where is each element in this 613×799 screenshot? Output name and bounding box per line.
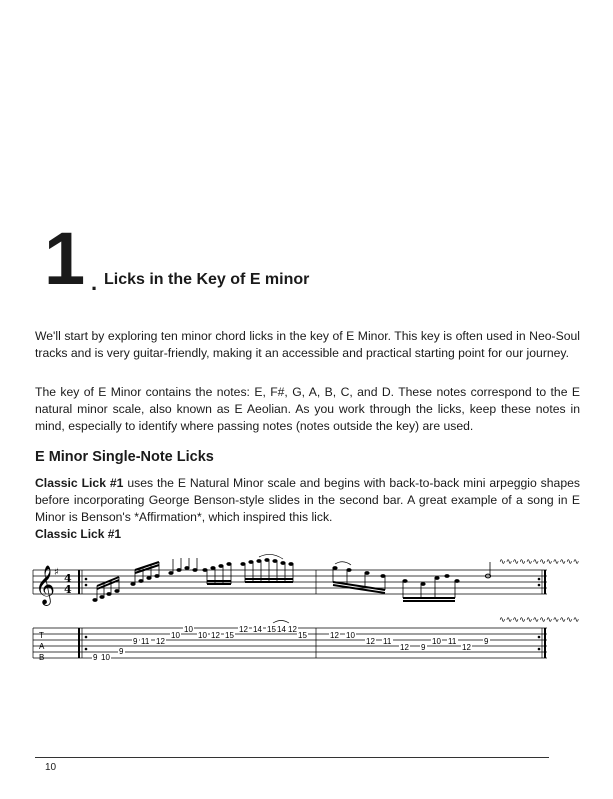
tab-number: 12 bbox=[239, 625, 248, 634]
repeat-dot-icon bbox=[538, 584, 541, 587]
tab-number: 10 bbox=[198, 631, 207, 640]
repeat-dot-icon bbox=[538, 636, 541, 639]
slur-marks bbox=[259, 554, 351, 565]
note-beams bbox=[97, 562, 455, 601]
key-signature-sharp-icon: ♯ bbox=[54, 567, 59, 578]
repeat-dot-icon bbox=[85, 578, 88, 581]
lick-description: uses the E Natural Minor scale and begins with back-to-back mini arpeggio shapes before incorporating George Benson-style slides in the second bar. A great example of a song in E Minor is Benson's *Affirmation*, which inspired this lick. bbox=[35, 476, 580, 524]
footer-divider bbox=[35, 757, 549, 758]
tab-number: 10 bbox=[171, 631, 180, 640]
tab-number: 9 bbox=[93, 653, 98, 662]
repeat-dot-icon bbox=[85, 584, 88, 587]
chapter-title: Licks in the Key of E minor bbox=[104, 271, 310, 288]
page-number: 10 bbox=[45, 762, 57, 773]
tab-number: 10 bbox=[101, 653, 110, 662]
tab-number: 9 bbox=[484, 637, 489, 646]
tab-number: 14 bbox=[253, 625, 262, 634]
tab-number: 12 bbox=[288, 625, 297, 634]
tab-number: 14 bbox=[277, 625, 286, 634]
repeat-dot-icon bbox=[85, 636, 88, 639]
section-heading: E Minor Single-Note Licks bbox=[35, 449, 214, 465]
tab-number: 10 bbox=[346, 631, 355, 640]
tab-number: 12 bbox=[211, 631, 220, 640]
time-signature-bottom: 4 bbox=[64, 583, 72, 596]
repeat-dot-icon bbox=[85, 648, 88, 651]
vibrato-icon: ∿∿∿∿∿∿∿∿∿∿∿∿ bbox=[499, 615, 580, 624]
tab-number: 9 bbox=[133, 637, 138, 646]
tab-number: 15 bbox=[225, 631, 234, 640]
section-paragraph bbox=[35, 475, 580, 526]
tab-number: 11 bbox=[383, 637, 392, 646]
tab-clef-a: A bbox=[39, 642, 45, 651]
repeat-dot-icon bbox=[538, 648, 541, 651]
intro-paragraph-1: We'll start by exploring ten minor chord licks in the key of E Minor. This key is often used in Neo-Soul tracks and is very guitar-friendly, making it an accessible and practical starting point for our journey. bbox=[35, 329, 580, 360]
vibrato-icon: ∿∿∿∿∿∿∿∿∿∿∿∿ bbox=[499, 557, 580, 566]
treble-clef-icon: 𝄞 bbox=[35, 565, 56, 605]
tab-number: 12 bbox=[330, 631, 339, 640]
tab-slur-marks bbox=[273, 621, 289, 624]
tab-number: 10 bbox=[184, 625, 193, 634]
time-signature-top: 4 bbox=[64, 572, 72, 585]
repeat-dot-icon bbox=[538, 578, 541, 581]
notehead bbox=[444, 574, 449, 578]
lick-name: Classic Lick #1 bbox=[35, 476, 124, 490]
tab-number: 11 bbox=[448, 637, 457, 646]
tab-number: 12 bbox=[366, 637, 375, 646]
intro-paragraph-2: The key of E Minor contains the notes: E, F#, G, A, B, C, and D. These notes correspond to the E natural minor scale, also known as E Aeolian. As you work through the licks, keep these notes in mind, especially to identify where passing notes (notes outside the key) are used. bbox=[35, 385, 580, 433]
tab-number: 12 bbox=[156, 637, 165, 646]
tab-numbers bbox=[92, 625, 490, 662]
tab-number: 9 bbox=[421, 643, 426, 652]
guitar-tab-figure bbox=[33, 556, 580, 668]
tab-clef-t: T bbox=[39, 631, 44, 640]
tab-clef-b: B bbox=[39, 653, 45, 662]
tab-number: 10 bbox=[432, 637, 441, 646]
chapter-dot: . bbox=[91, 270, 98, 295]
tab-number: 9 bbox=[119, 647, 124, 656]
tab-number: 15 bbox=[267, 625, 276, 634]
tab-number: 12 bbox=[400, 643, 409, 652]
tab-number: 15 bbox=[298, 631, 307, 640]
tab-number: 11 bbox=[141, 637, 150, 646]
chapter-number: 1 bbox=[44, 217, 84, 300]
tab-number: 12 bbox=[462, 643, 471, 652]
figure-label: Classic Lick #1 bbox=[35, 527, 122, 541]
